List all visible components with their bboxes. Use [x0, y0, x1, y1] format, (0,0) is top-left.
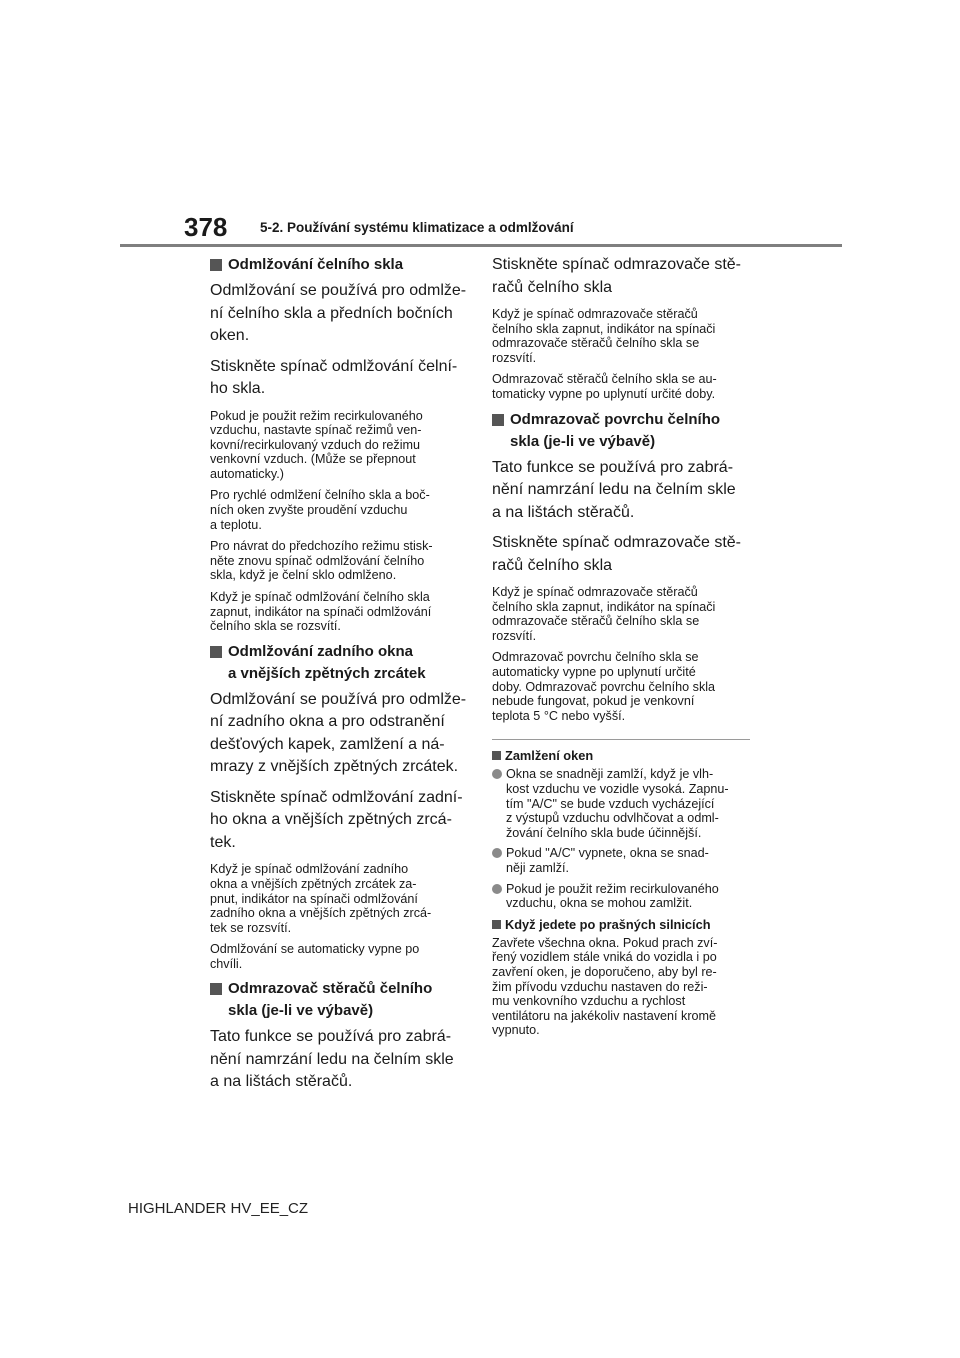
circle-bullet-icon	[492, 769, 502, 779]
heading-text: Zamlžení oken	[505, 748, 594, 764]
square-bullet-icon	[210, 259, 222, 271]
header-rule	[120, 244, 842, 247]
paragraph: Tato funkce se používá pro zabrá- nění namrzání ledu na čelním skle a na lištách stěračů.	[492, 458, 736, 521]
note: Odmrazovač povrchu čelního skla se automaticky vypne po uplynutí určité doby. Odmrazovač povrchu čelního skla nebude fungovat, pokud je venkovní teplota 5 °C nebo vyšší.	[492, 650, 716, 723]
heading-windshield-surface-deicer	[492, 409, 756, 453]
paragraph: Stiskněte spínač odmrazovače stě- račů čelního skla	[492, 534, 742, 574]
paragraph: Stiskněte spínač odmlžování čelní- ho skla.	[210, 357, 458, 397]
heading-window-fogging	[492, 748, 756, 763]
heading-rear-defog	[210, 641, 468, 685]
list-item	[492, 882, 756, 911]
note: Když je spínač odmlžování zadního okna a vnějších zpětných zrcátek za- pnut, indikátor na spínači odmlžování zadního okna a vnějších zpětných zrcá- tek se rozsvítí.	[210, 862, 432, 935]
note: Odmrazovač stěračů čelního skla se au- tomaticky vypne po uplynutí určité doby.	[492, 372, 717, 401]
list-item-text: Pokud "A/C" vypnete, okna se snad- něji zamlží.	[506, 846, 709, 875]
footer-model: HIGHLANDER HV_EE_CZ	[128, 1200, 309, 1217]
section-title: 5-2. Používání systému klimatizace a odmlžování	[260, 220, 574, 235]
heading-text: Když jedete po prašných silnicích	[505, 916, 711, 932]
note: Odmlžování se automaticky vypne po chvíli.	[210, 942, 420, 971]
heading-dusty-roads	[492, 917, 756, 932]
paragraph: Stiskněte spínač odmlžování zadní- ho okna a vnějších zpětných zrcá- tek.	[210, 788, 463, 851]
list-item	[492, 767, 756, 840]
square-bullet-icon	[492, 920, 501, 929]
left-column	[210, 254, 468, 1102]
note: Pro návrat do předchozího režimu stisk- něte znovu spínač odmlžování čelního skla, když je čelní sklo odmlženo.	[210, 539, 433, 583]
note: Zavřete všechna okna. Pokud prach zví- řený vozidlem stále vniká do vozidla i po zavření oken, je doporučeno, aby byl re- žim přívodu vzduchu nastaven do reži- mu venkovního vzduchu a rychlost ventilátoru na jakékoliv nastavení kromě vypnuto.	[492, 935, 718, 1038]
square-bullet-icon	[492, 751, 501, 760]
note: Když je spínač odmrazovače stěračů čelního skla zapnut, indikátor na spínači odmrazovače stěračů čelního skla se rozsvítí.	[492, 585, 716, 643]
page-number: 378	[184, 212, 228, 242]
list-item	[492, 846, 756, 875]
note: Když je spínač odmrazovače stěračů čelního skla zapnut, indikátor na spínači odmrazovače stěračů čelního skla se rozsvítí.	[492, 307, 716, 365]
heading-text: Odmrazovač povrchu čelního skla (je-li ve výbavě)	[510, 410, 721, 450]
heading-text: Odmrazovač stěračů čelního skla (je-li ve výbavě)	[228, 980, 433, 1020]
square-bullet-icon	[210, 983, 222, 995]
circle-bullet-icon	[492, 848, 502, 858]
paragraph: Odmlžování se používá pro odmlže- ní zadního okna a pro odstranění dešťových kapek, zamlžení a ná- mrazy z vnějších zpětných zrcátek.	[210, 690, 467, 776]
right-column	[492, 254, 756, 1045]
heading-text: Odmlžování zadního okna a vnějších zpětných zrcátek	[228, 642, 426, 682]
paragraph: Stiskněte spínač odmrazovače stě- račů čelního skla	[492, 256, 742, 296]
heading-text: Odmlžování čelního skla	[228, 256, 404, 273]
note: Pokud je použit režim recirkulovaného vzduchu, nastavte spínač režimů ven- kovní/recirkulovaný vzduch do režimu venkovní vzduch. (Může se přepnout automaticky.)	[210, 408, 423, 481]
list-item-text: Pokud je použit režim recirkulovaného vzduchu, okna se mohou zamlžit.	[506, 881, 719, 911]
square-bullet-icon	[492, 414, 504, 426]
section-divider	[492, 739, 750, 740]
heading-wiper-deicer	[210, 978, 468, 1022]
note: Když je spínač odmlžování čelního skla zapnut, indikátor na spínači odmlžování čelního skla se rozsvítí.	[210, 590, 432, 634]
list-item-text: Okna se snadněji zamlží, když je vlh- kost vzduchu ve vozidle vysoká. Zapnu- tím "A/C" se bude vzduch vycházející z výstupů vzduchu odvlhčovat a odml- žování čelního skla bude účinnější.	[506, 767, 729, 840]
note: Pro rychlé odmlžení čelního skla a boč- ních oken zvyšte proudění vzduchu a teplotu.	[210, 488, 430, 532]
heading-windshield-defog	[210, 254, 468, 276]
paragraph: Tato funkce se používá pro zabrá- nění namrzání ledu na čelním skle a na lištách stěračů.	[210, 1028, 454, 1091]
circle-bullet-icon	[492, 884, 502, 894]
square-bullet-icon	[210, 646, 222, 658]
paragraph: Odmlžování se používá pro odmlže- ní čelního skla a předních bočních oken.	[210, 282, 467, 344]
